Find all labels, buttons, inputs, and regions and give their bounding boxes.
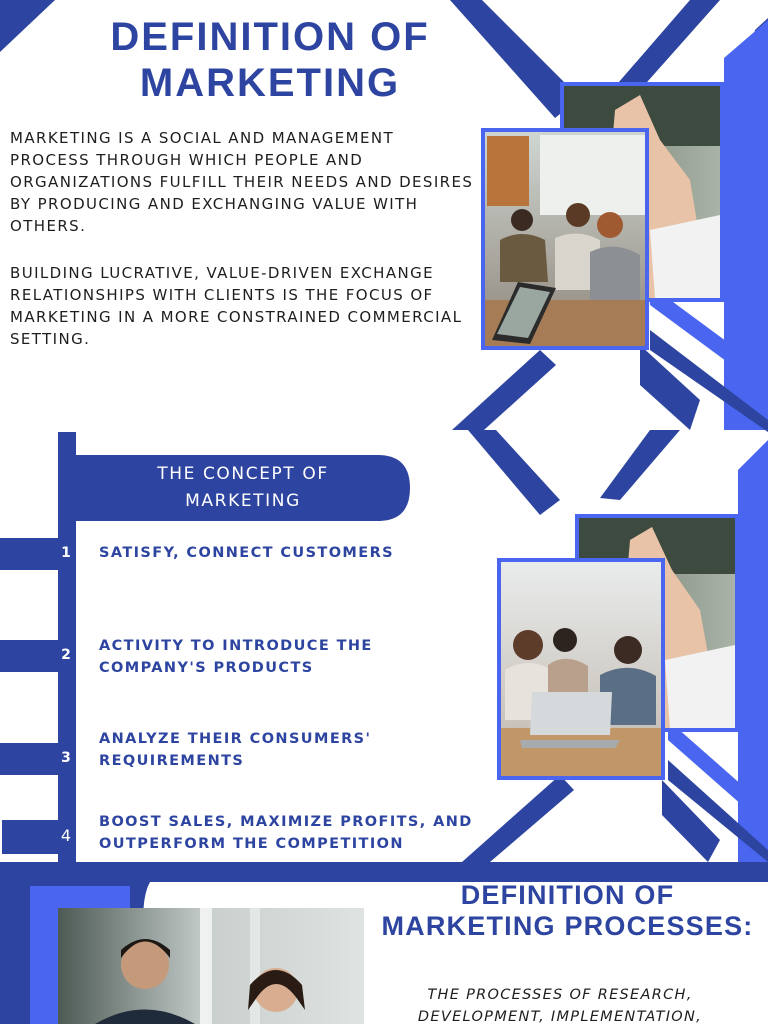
title-line-2: MARKETING bbox=[139, 61, 401, 105]
concept-item-1 bbox=[99, 542, 474, 564]
concept-heading bbox=[78, 455, 408, 521]
concept-item-4 bbox=[99, 811, 474, 855]
concept-item-2-line-2: COMPANY'S PRODUCTS bbox=[99, 660, 314, 676]
processes-heading-line-2: MARKETING PROCESSES: bbox=[381, 911, 754, 941]
processes-heading bbox=[380, 880, 755, 942]
concept-item-2 bbox=[99, 635, 474, 679]
concept-item-3-line-2: REQUIREMENTS bbox=[99, 753, 245, 769]
page-title bbox=[60, 14, 480, 106]
concept-item-4-line-2: OUTPERFORM THE COMPETITION bbox=[99, 836, 404, 852]
concept-item-2-line-1: ACTIVITY TO INTRODUCE THE bbox=[99, 638, 373, 654]
intro-paragraph-1: MARKETING IS A SOCIAL AND MANAGEMENT PROCESS THROUGH WHICH PEOPLE AND ORGANIZATIONS FULFILL THEIR NEEDS AND DESIRES BY PRODUCING AND EXCHANGING VALUE WITH OTHERS. bbox=[10, 129, 474, 235]
item-number-3: 3 bbox=[61, 750, 71, 766]
concept-item-3 bbox=[99, 728, 474, 772]
concept-item-3-line-1: ANALYZE THEIR CONSUMERS' bbox=[99, 731, 372, 747]
processes-text bbox=[395, 984, 725, 1028]
title-line-1: DEFINITION OF bbox=[110, 15, 430, 59]
processes-text-line-1: THE PROCESSES OF RESEARCH, bbox=[427, 987, 693, 1003]
item-number-2: 2 bbox=[61, 647, 71, 663]
concept-heading-line-1: THE CONCEPT OF bbox=[157, 464, 329, 484]
item-number-4: 4 bbox=[60, 826, 72, 845]
intro-paragraph-2: BUILDING LUCRATIVE, VALUE-DRIVEN EXCHANGE RELATIONSHIPS WITH CLIENTS IS THE FOCUS OF MARKETING IN A MORE CONSTRAINED COMMERCIAL SETTING. bbox=[10, 264, 463, 348]
processes-heading-line-1: DEFINITION OF bbox=[460, 880, 675, 910]
concept-heading-line-2: MARKETING bbox=[185, 491, 301, 511]
concept-item-1-line-1: SATISFY, CONNECT CUSTOMERS bbox=[99, 545, 394, 561]
processes-text-line-2: DEVELOPMENT, IMPLEMENTATION, bbox=[417, 1009, 703, 1025]
item-number-1: 1 bbox=[61, 545, 71, 561]
concept-item-4-line-1: BOOST SALES, MAXIMIZE PROFITS, AND bbox=[99, 814, 473, 830]
